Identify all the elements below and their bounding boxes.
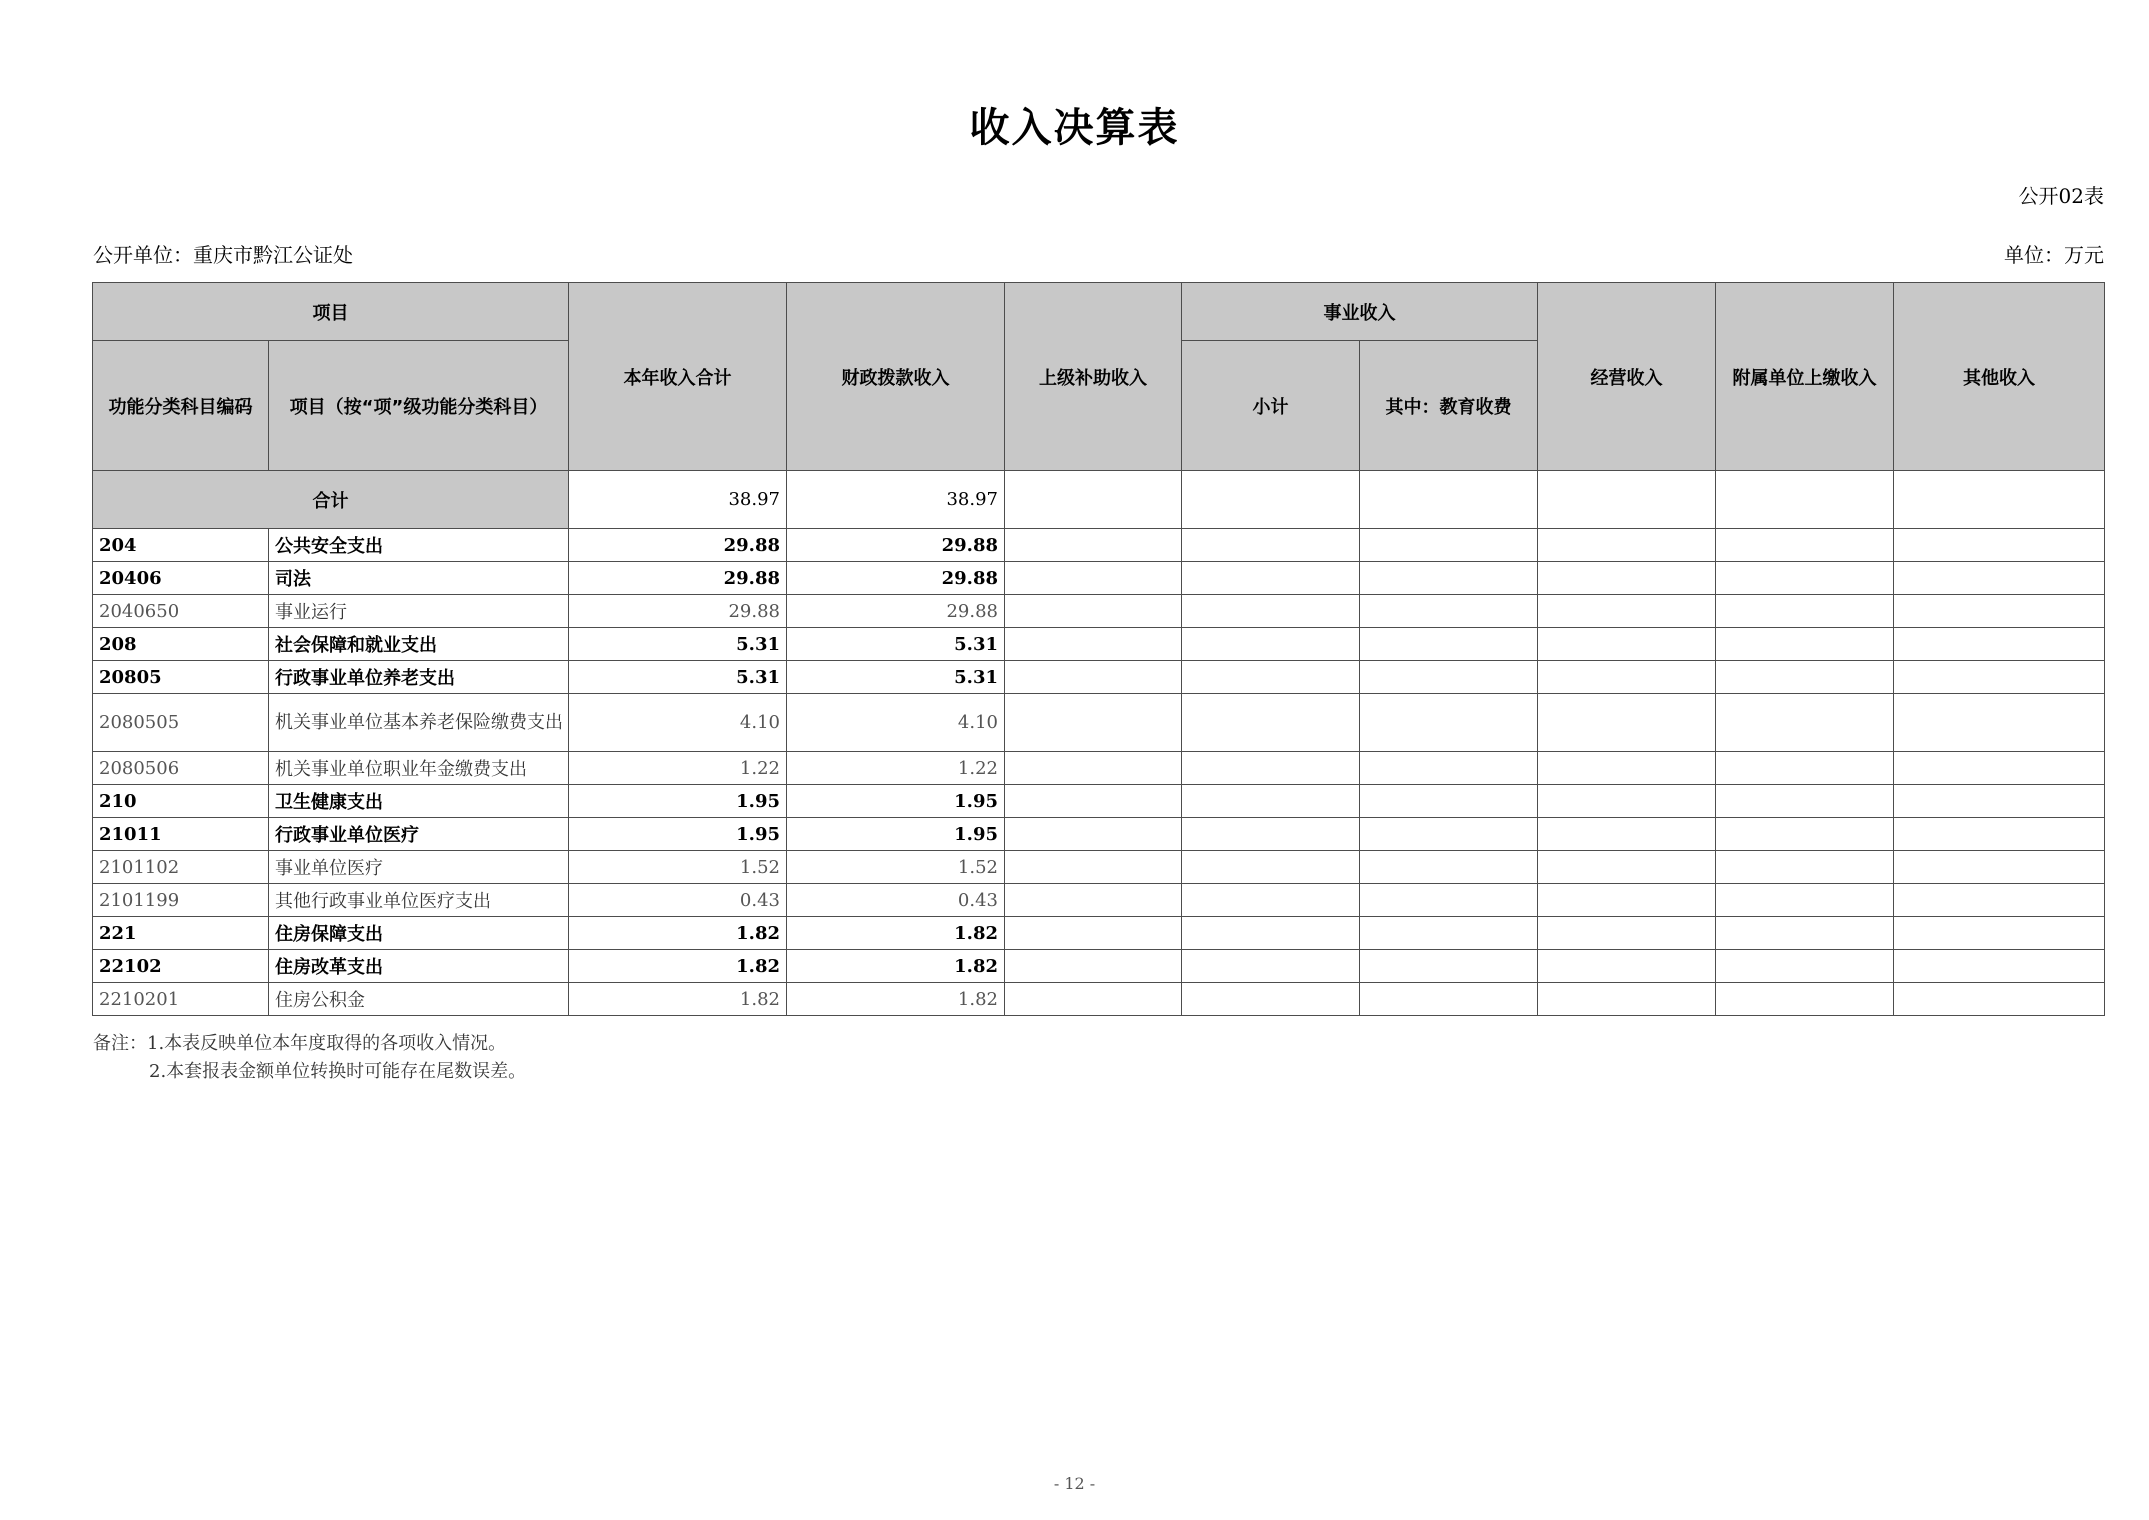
empty-cell — [1716, 471, 1894, 529]
empty-cell — [1005, 884, 1182, 917]
empty-cell — [1716, 917, 1894, 950]
func-code-cell: 2210201 — [93, 983, 269, 1016]
fiscal-cell: 5.31 — [787, 661, 1005, 694]
empty-cell — [1538, 884, 1716, 917]
total-label: 合计 — [93, 471, 569, 529]
table-row — [93, 661, 2105, 694]
func-code-cell: 210 — [93, 785, 269, 818]
item-name-cell: 社会保障和就业支出 — [269, 628, 569, 661]
total-income-cell: 38.97 — [569, 471, 787, 529]
func-code-cell: 2080505 — [93, 694, 269, 752]
empty-cell — [1716, 818, 1894, 851]
total-income-cell: 5.31 — [569, 661, 787, 694]
empty-cell — [1538, 694, 1716, 752]
item-name-cell: 其他行政事业单位医疗支出 — [269, 884, 569, 917]
empty-cell — [1894, 950, 2105, 983]
empty-cell — [1538, 950, 1716, 983]
func-code-cell: 2080506 — [93, 752, 269, 785]
item-name-cell: 事业单位医疗 — [269, 851, 569, 884]
fiscal-cell: 5.31 — [787, 628, 1005, 661]
item-name-cell: 公共安全支出 — [269, 529, 569, 562]
empty-cell — [1182, 851, 1360, 884]
header-total-income: 本年收入合计 — [569, 283, 787, 471]
total-income-cell: 1.52 — [569, 851, 787, 884]
empty-cell — [1005, 471, 1182, 529]
fiscal-cell: 29.88 — [787, 562, 1005, 595]
empty-cell — [1360, 983, 1538, 1016]
func-code-cell: 22102 — [93, 950, 269, 983]
empty-cell — [1005, 917, 1182, 950]
func-code-cell: 2101199 — [93, 884, 269, 917]
table-row — [93, 628, 2105, 661]
header-career: 事业收入 — [1182, 283, 1538, 341]
empty-cell — [1716, 884, 1894, 917]
empty-cell — [1182, 529, 1360, 562]
item-name-cell: 行政事业单位养老支出 — [269, 661, 569, 694]
empty-cell — [1360, 917, 1538, 950]
empty-cell — [1360, 628, 1538, 661]
empty-cell — [1716, 562, 1894, 595]
empty-cell — [1005, 983, 1182, 1016]
table-row — [93, 694, 2105, 752]
notes — [93, 1030, 526, 1086]
empty-cell — [1894, 851, 2105, 884]
empty-cell — [1894, 529, 2105, 562]
empty-cell — [1894, 752, 2105, 785]
empty-cell — [1894, 884, 2105, 917]
empty-cell — [1716, 595, 1894, 628]
empty-cell — [1182, 818, 1360, 851]
empty-cell — [1005, 562, 1182, 595]
empty-cell — [1716, 851, 1894, 884]
fiscal-cell: 1.52 — [787, 851, 1005, 884]
empty-cell — [1005, 818, 1182, 851]
empty-cell — [1894, 818, 2105, 851]
note-1: 备注：1.本表反映单位本年度取得的各项收入情况。 — [93, 1033, 507, 1054]
empty-cell — [1538, 562, 1716, 595]
table-row — [93, 983, 2105, 1016]
total-income-cell: 1.82 — [569, 917, 787, 950]
empty-cell — [1538, 983, 1716, 1016]
func-code-cell: 204 — [93, 529, 269, 562]
fiscal-cell: 4.10 — [787, 694, 1005, 752]
empty-cell — [1182, 471, 1360, 529]
header-other: 其他收入 — [1894, 283, 2105, 471]
table-row — [93, 785, 2105, 818]
header-item-name: 项目（按“项”级功能分类科目） — [269, 341, 569, 471]
empty-cell — [1538, 595, 1716, 628]
total-fiscal-cell: 38.97 — [787, 471, 1005, 529]
table-row — [93, 595, 2105, 628]
empty-cell — [1360, 661, 1538, 694]
empty-cell — [1360, 529, 1538, 562]
empty-cell — [1894, 562, 2105, 595]
table-row — [93, 917, 2105, 950]
page-number: - 12 - — [1053, 1474, 1096, 1493]
empty-cell — [1005, 851, 1182, 884]
empty-cell — [1894, 471, 2105, 529]
amount-unit: 单位：万元 — [2004, 243, 2104, 267]
empty-cell — [1894, 595, 2105, 628]
empty-cell — [1360, 471, 1538, 529]
fiscal-cell: 0.43 — [787, 884, 1005, 917]
empty-cell — [1716, 529, 1894, 562]
header-affiliate: 附属单位上缴收入 — [1716, 283, 1894, 471]
func-code-cell: 20406 — [93, 562, 269, 595]
table-row — [93, 529, 2105, 562]
fiscal-cell: 1.95 — [787, 785, 1005, 818]
func-code-cell: 2101102 — [93, 851, 269, 884]
table-row — [93, 851, 2105, 884]
empty-cell — [1182, 785, 1360, 818]
func-code-cell: 208 — [93, 628, 269, 661]
header-superior: 上级补助收入 — [1005, 283, 1182, 471]
empty-cell — [1360, 595, 1538, 628]
empty-cell — [1538, 851, 1716, 884]
empty-cell — [1716, 694, 1894, 752]
func-code-cell: 20805 — [93, 661, 269, 694]
empty-cell — [1716, 950, 1894, 983]
header-edu: 其中：教育收费 — [1360, 341, 1538, 471]
empty-cell — [1538, 471, 1716, 529]
fiscal-cell: 1.95 — [787, 818, 1005, 851]
empty-cell — [1005, 529, 1182, 562]
empty-cell — [1716, 983, 1894, 1016]
total-income-cell: 1.82 — [569, 983, 787, 1016]
empty-cell — [1894, 661, 2105, 694]
empty-cell — [1538, 917, 1716, 950]
empty-cell — [1182, 694, 1360, 752]
empty-cell — [1538, 818, 1716, 851]
item-name-cell: 住房公积金 — [269, 983, 569, 1016]
item-name-cell: 行政事业单位医疗 — [269, 818, 569, 851]
empty-cell — [1538, 628, 1716, 661]
empty-cell — [1894, 628, 2105, 661]
total-income-cell: 29.88 — [569, 595, 787, 628]
total-income-cell: 1.82 — [569, 950, 787, 983]
empty-cell — [1360, 785, 1538, 818]
empty-cell — [1716, 785, 1894, 818]
table-row — [93, 950, 2105, 983]
empty-cell — [1360, 950, 1538, 983]
table-row — [93, 562, 2105, 595]
empty-cell — [1538, 752, 1716, 785]
empty-cell — [1716, 752, 1894, 785]
header-business: 经营收入 — [1538, 283, 1716, 471]
empty-cell — [1005, 595, 1182, 628]
empty-cell — [1005, 661, 1182, 694]
total-row — [93, 471, 2105, 529]
empty-cell — [1182, 917, 1360, 950]
total-income-cell: 29.88 — [569, 529, 787, 562]
empty-cell — [1182, 983, 1360, 1016]
empty-cell — [1894, 917, 2105, 950]
empty-cell — [1005, 785, 1182, 818]
func-code-cell: 21011 — [93, 818, 269, 851]
fiscal-cell: 1.82 — [787, 983, 1005, 1016]
empty-cell — [1538, 785, 1716, 818]
empty-cell — [1005, 752, 1182, 785]
income-table — [92, 282, 2105, 1016]
empty-cell — [1182, 950, 1360, 983]
header-fiscal: 财政拨款收入 — [787, 283, 1005, 471]
func-code-cell: 2040650 — [93, 595, 269, 628]
empty-cell — [1360, 884, 1538, 917]
empty-cell — [1360, 562, 1538, 595]
item-name-cell: 机关事业单位职业年金缴费支出 — [269, 752, 569, 785]
empty-cell — [1005, 950, 1182, 983]
empty-cell — [1182, 595, 1360, 628]
fiscal-cell: 29.88 — [787, 529, 1005, 562]
empty-cell — [1360, 851, 1538, 884]
empty-cell — [1716, 661, 1894, 694]
empty-cell — [1182, 562, 1360, 595]
empty-cell — [1894, 983, 2105, 1016]
item-name-cell: 事业运行 — [269, 595, 569, 628]
empty-cell — [1182, 661, 1360, 694]
total-income-cell: 5.31 — [569, 628, 787, 661]
total-income-cell: 0.43 — [569, 884, 787, 917]
item-name-cell: 卫生健康支出 — [269, 785, 569, 818]
fiscal-cell: 29.88 — [787, 595, 1005, 628]
empty-cell — [1538, 661, 1716, 694]
empty-cell — [1360, 752, 1538, 785]
total-income-cell: 1.22 — [569, 752, 787, 785]
empty-cell — [1538, 529, 1716, 562]
fiscal-cell: 1.82 — [787, 950, 1005, 983]
total-income-cell: 29.88 — [569, 562, 787, 595]
header-project: 项目 — [93, 283, 569, 341]
table-row — [93, 752, 2105, 785]
empty-cell — [1894, 785, 2105, 818]
empty-cell — [1182, 884, 1360, 917]
empty-cell — [1360, 818, 1538, 851]
total-income-cell: 1.95 — [569, 785, 787, 818]
header-subtotal: 小计 — [1182, 341, 1360, 471]
total-income-cell: 1.95 — [569, 818, 787, 851]
func-code-cell: 221 — [93, 917, 269, 950]
item-name-cell: 住房改革支出 — [269, 950, 569, 983]
item-name-cell: 司法 — [269, 562, 569, 595]
header-func-code: 功能分类科目编码 — [93, 341, 269, 471]
fiscal-cell: 1.22 — [787, 752, 1005, 785]
empty-cell — [1894, 694, 2105, 752]
empty-cell — [1005, 694, 1182, 752]
table-row — [93, 884, 2105, 917]
item-name-cell: 住房保障支出 — [269, 917, 569, 950]
empty-cell — [1182, 752, 1360, 785]
page-title: 收入决算表 — [969, 105, 1180, 151]
item-name-cell: 机关事业单位基本养老保险缴费支出 — [269, 694, 569, 752]
empty-cell — [1716, 628, 1894, 661]
empty-cell — [1182, 628, 1360, 661]
reporting-unit: 公开单位：重庆市黔江公证处 — [93, 243, 353, 267]
total-income-cell: 4.10 — [569, 694, 787, 752]
empty-cell — [1005, 628, 1182, 661]
table-number: 公开02表 — [2018, 184, 2104, 208]
empty-cell — [1360, 694, 1538, 752]
table-row — [93, 818, 2105, 851]
fiscal-cell: 1.82 — [787, 917, 1005, 950]
note-2: 2.本套报表金额单位转换时可能存在尾数误差。 — [149, 1061, 527, 1082]
